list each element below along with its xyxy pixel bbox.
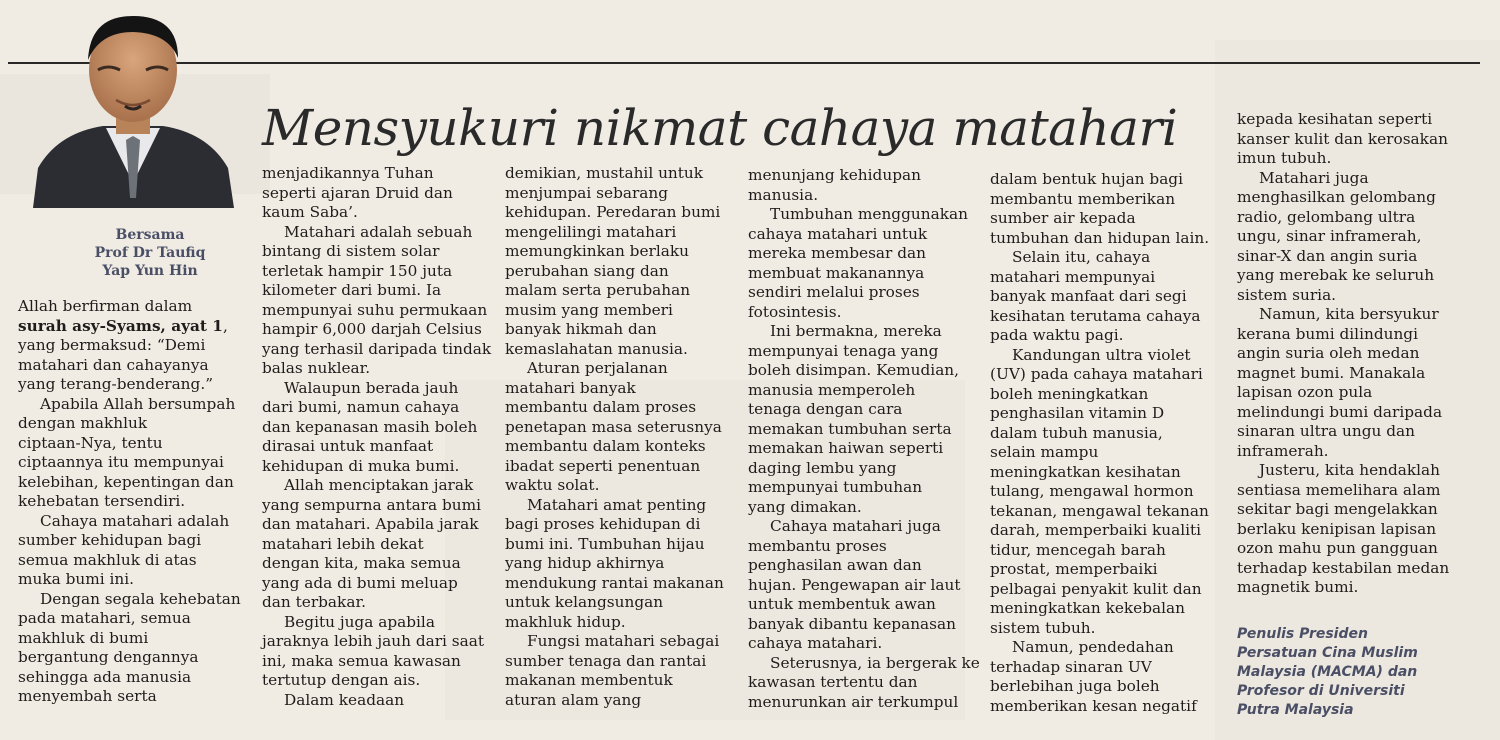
text-line: Namun, kita bersyukur <box>1259 305 1439 323</box>
text-line: sinaran ultra ungu dan <box>1237 422 1416 440</box>
byline-line: Yap Yun Hin <box>102 263 198 279</box>
text-line: Dalam keadaan <box>284 690 405 709</box>
text-line: kehidupan di muka bumi. <box>262 456 460 475</box>
text-line: Matahari amat penting <box>527 495 707 514</box>
text-line: ciptaannya itu mempunyai <box>18 453 224 471</box>
text-line: matahari dan cahayanya <box>18 355 209 374</box>
text-line: meningkatkan kesihatan <box>990 462 1181 481</box>
text-line: untuk kelangsungan <box>505 593 664 611</box>
text-line: memungkinkan berlaku <box>505 242 689 260</box>
text-line: Begitu juga apabila <box>284 612 435 631</box>
text-line: mempunyai tenaga yang <box>748 341 939 360</box>
text-line: jaraknya lebih jauh dari saat <box>262 632 485 650</box>
text-line: untuk membentuk awan <box>748 595 936 613</box>
text-line: sistem suria. <box>1237 285 1337 304</box>
text-line: sumber air kepada <box>990 209 1136 227</box>
text-line: kanser kulit dan kerosakan <box>1237 129 1448 148</box>
text-line: memakan tumbuhan serta <box>748 419 952 438</box>
text-line: dari bumi, namun cahaya <box>262 398 460 416</box>
text-line: bumi ini. Tumbuhan hijau <box>505 534 705 553</box>
text-line: cahaya matahari. <box>748 634 883 652</box>
text-line: demikian, mustahil untuk <box>505 164 704 182</box>
text-line: yang ada di bumi meluap <box>262 573 458 592</box>
text-line: sendiri melalui proses <box>748 283 920 301</box>
text-line: menghasilkan gelombang <box>1237 188 1436 206</box>
text-line: ozon mahu pun gangguan <box>1237 539 1438 557</box>
text-line: ibadat seperti penentuan <box>505 456 701 475</box>
text-line: mempunyai suhu permukaan <box>262 300 488 319</box>
text-line: banyak hikmah dan <box>505 320 657 338</box>
text-line: kawasan tertentu dan <box>748 673 918 691</box>
text-line: dan terbakar. <box>262 593 366 611</box>
text-line: berlebihan juga boleh <box>990 677 1160 695</box>
text-line: lapisan ozon pula <box>1237 383 1373 401</box>
text-line: manusia. <box>748 185 819 204</box>
text-line: mengelilingi matahari <box>505 222 677 241</box>
text-line: mempunyai tumbuhan <box>748 478 923 496</box>
text-line: selain mampu <box>990 443 1099 461</box>
text-line: seperti ajaran Druid dan <box>262 183 453 202</box>
text-line: sehingga ada manusia <box>18 667 192 686</box>
text-line: Cahaya matahari adalah <box>40 511 230 530</box>
text-line: dirasai untuk manfaat <box>262 437 434 455</box>
text-line: surah asy-Syams, ayat 1, <box>18 316 228 335</box>
text-line: malam serta perubahan <box>505 281 691 299</box>
text-line: kehebatan tersendiri. <box>18 492 186 510</box>
text-line: kepada kesihatan seperti <box>1237 110 1433 128</box>
text-line: fotosintesis. <box>748 302 842 321</box>
text-line: kilometer dari bumi. Ia <box>262 281 442 299</box>
text-line: waktu solat. <box>505 476 600 494</box>
text-line: yang dimakan. <box>748 497 862 516</box>
text-line: yang sempurna antara bumi <box>262 495 482 514</box>
author-note-line: Penulis Presiden <box>1237 626 1368 642</box>
text-line: Aturan perjalanan <box>527 359 668 377</box>
text-line: Walaupun berada jauh <box>284 378 459 397</box>
text-line: Matahari juga <box>1259 168 1369 187</box>
text-line: magnet bumi. Manakala <box>1237 363 1426 382</box>
article-column-3 <box>505 164 735 710</box>
text-line: terhadap sinaran UV <box>990 657 1152 676</box>
quran-reference: surah asy-Syams, ayat 1 <box>18 316 223 335</box>
author-photo <box>28 8 238 208</box>
text-line: matahari mempunyai <box>990 267 1156 286</box>
text-line: Namun, pendedahan <box>1012 638 1174 656</box>
text-line: Selain itu, cahaya <box>1012 248 1151 266</box>
article-column-1 <box>18 297 250 707</box>
text-line: dengan kita, maka semua <box>262 554 461 572</box>
text-line: kemaslahatan manusia. <box>505 339 688 358</box>
author-note-line: Profesor di Universiti <box>1237 683 1405 699</box>
text-line: kaum Saba’. <box>262 203 358 221</box>
text-line: mendukung rantai makanan <box>505 573 724 592</box>
text-line: yang hidup akhirnya <box>505 554 665 572</box>
article-column-5 <box>990 170 1218 716</box>
text-line: menurunkan air terkumpul <box>748 692 959 711</box>
text-line: menjadikannya Tuhan <box>262 164 434 182</box>
text-line: banyak dibantu kepanasan <box>748 614 956 633</box>
text-line: Seterusnya, ia bergerak ke <box>770 653 980 672</box>
text-line: mereka membesar dan <box>748 244 926 262</box>
text-line: bagi proses kehidupan di <box>505 515 701 533</box>
text-line: tenaga dengan cara <box>748 400 903 418</box>
text-line: perubahan siang dan <box>505 261 669 280</box>
text-line: balas nuklear. <box>262 359 371 377</box>
text-line: hujan. Pengewapan air laut <box>748 575 961 594</box>
text-line: aturan alam yang <box>505 690 642 709</box>
text-line: terletak hampir 150 juta <box>262 261 453 280</box>
text-line: kehidupan. Peredaran bumi <box>505 203 721 221</box>
text-line: (UV) pada cahaya matahari <box>990 365 1203 383</box>
text-line: membantu dalam konteks <box>505 437 706 455</box>
text-line: darah, memperbaiki kualiti <box>990 521 1202 539</box>
text-line: kerana bumi dilindungi <box>1237 324 1418 343</box>
text-line: yang bermaksud: “Demi <box>18 336 206 354</box>
text-line: menunjang kehidupan <box>748 166 921 184</box>
text-line: membantu memberikan <box>990 189 1176 208</box>
text-line: makanan membentuk <box>505 671 673 689</box>
byline-line: Bersama <box>115 227 185 243</box>
text-line: yang merebak ke seluruh <box>1237 266 1435 284</box>
text-line: radio, gelombang ultra <box>1237 207 1416 226</box>
text-line: melindungi bumi daripada <box>1237 402 1443 421</box>
text-line: Kandungan ultra violet <box>1012 345 1191 364</box>
text-line: dan matahari. Apabila jarak <box>262 515 479 533</box>
article-column-2 <box>262 164 492 710</box>
text-line: prostat, memperbaiki <box>990 560 1158 578</box>
text-line: ungu, sinar inframerah, <box>1237 227 1422 245</box>
text-line: dalam tubuh manusia, <box>990 423 1163 442</box>
text-line: membantu dalam proses <box>505 398 697 416</box>
text-line: pelbagai penyakit kulit dan <box>990 579 1202 598</box>
text-line: makhluk di bumi <box>18 628 149 647</box>
byline-line: Prof Dr Taufiq <box>94 245 206 261</box>
text-line: matahari banyak <box>505 378 636 397</box>
text-line: dan kepanasan masih boleh <box>262 417 478 436</box>
text-line: kelebihan, kepentingan dan <box>18 472 234 491</box>
text-line: imun tubuh. <box>1237 149 1332 167</box>
text-line: sinar-X dan angin suria <box>1237 246 1418 265</box>
article-column-6 <box>1237 110 1477 598</box>
author-note <box>1237 625 1477 720</box>
text-line: angin suria oleh medan <box>1237 344 1420 362</box>
text-line: tumbuhan dan hidupan lain. <box>990 228 1210 247</box>
text-line: dalam bentuk hujan bagi <box>990 170 1183 188</box>
text-line: meningkatkan kekebalan <box>990 599 1186 617</box>
text-line: kesihatan terutama cahaya <box>990 306 1201 325</box>
text-line: terhadap kestabilan medan <box>1237 558 1450 577</box>
text-line: yang terhasil daripada tindak <box>262 339 492 358</box>
text-line: Tumbuhan menggunakan <box>770 205 968 223</box>
text-line: boleh disimpan. Kemudian, <box>748 361 960 379</box>
text-line: Allah berfirman dalam <box>18 297 193 315</box>
text-line: menyembah serta <box>18 687 157 705</box>
text-line: memberikan kesan negatif <box>990 696 1197 715</box>
text-line: pada waktu pagi. <box>990 326 1124 344</box>
text-line: muka bumi ini. <box>18 570 135 588</box>
text-line: Cahaya matahari juga <box>770 517 941 535</box>
text-line: tertutup dengan ais. <box>262 671 421 689</box>
author-note-line: Malaysia (MACMA) dan <box>1237 664 1418 680</box>
text-line: penghasilan awan dan <box>748 556 922 574</box>
text-line: musim yang memberi <box>505 300 673 319</box>
text-line: manusia memperoleh <box>748 380 916 399</box>
text-line: sumber tenaga dan rantai <box>505 651 707 670</box>
text-line: sekitar bagi mengelakkan <box>1237 500 1438 518</box>
text-line: makhluk hidup. <box>505 612 626 631</box>
byline <box>60 226 240 280</box>
text-line: penetapan masa seterusnya <box>505 417 722 436</box>
text-line: matahari lebih dekat <box>262 534 424 553</box>
text-line: Apabila Allah bersumpah <box>40 394 236 413</box>
article-title: Mensyukuri nikmat cahaya matahari <box>262 99 1178 157</box>
text-line: yang terang-benderang.” <box>18 375 214 393</box>
text-line: Fungsi matahari sebagai <box>527 632 720 650</box>
text-line: Justeru, kita hendaklah <box>1259 461 1441 479</box>
text-line: sumber kehidupan bagi <box>18 531 202 549</box>
text-line: Ini bermakna, mereka <box>770 322 942 340</box>
text-line: membantu proses <box>748 536 887 555</box>
author-note-line: Persatuan Cina Muslim <box>1237 645 1418 661</box>
text-line: Dengan segala kehebatan <box>40 589 241 608</box>
text-line: hampir 6,000 darjah Celsius <box>262 320 482 338</box>
text-line: magnetik bumi. <box>1237 578 1359 596</box>
text-line: boleh meningkatkan <box>990 384 1149 403</box>
text-line: sistem tubuh. <box>990 618 1096 637</box>
text-line: cahaya matahari untuk <box>748 224 928 243</box>
text-line: semua makhluk di atas <box>18 550 197 569</box>
text-line: tulang, mengawal hormon <box>990 482 1194 500</box>
text-line: daging lembu yang <box>748 458 897 477</box>
text-line: ciptaan-Nya, tentu <box>18 433 163 452</box>
text-line: banyak manfaat dari segi <box>990 287 1187 305</box>
text-line: penghasilan vitamin D <box>990 404 1165 422</box>
text-line: dengan makhluk <box>18 414 148 432</box>
text-line: tekanan, mengawal tekanan <box>990 501 1209 520</box>
author-note-line: Putra Malaysia <box>1237 702 1354 718</box>
text-line: ini, maka semua kawasan <box>262 651 461 670</box>
text-line: menjumpai sebarang <box>505 183 669 202</box>
text-line: pada matahari, semua <box>18 609 191 627</box>
text-line: membuat makanannya <box>748 263 925 282</box>
text-line: bintang di sistem solar <box>262 242 440 260</box>
text-line: inframerah. <box>1237 441 1329 460</box>
text-line: Matahari adalah sebuah <box>284 222 473 241</box>
text-line: memakan haiwan seperti <box>748 439 944 457</box>
article-column-4 <box>748 166 980 712</box>
text-line: berlaku kenipisan lapisan <box>1237 519 1437 538</box>
text-line: bergantung dengannya <box>18 648 199 666</box>
text-line: sentiasa memelihara alam <box>1237 480 1441 499</box>
text-line: Allah menciptakan jarak <box>284 476 474 494</box>
text-line: tidur, mencegah barah <box>990 540 1166 559</box>
